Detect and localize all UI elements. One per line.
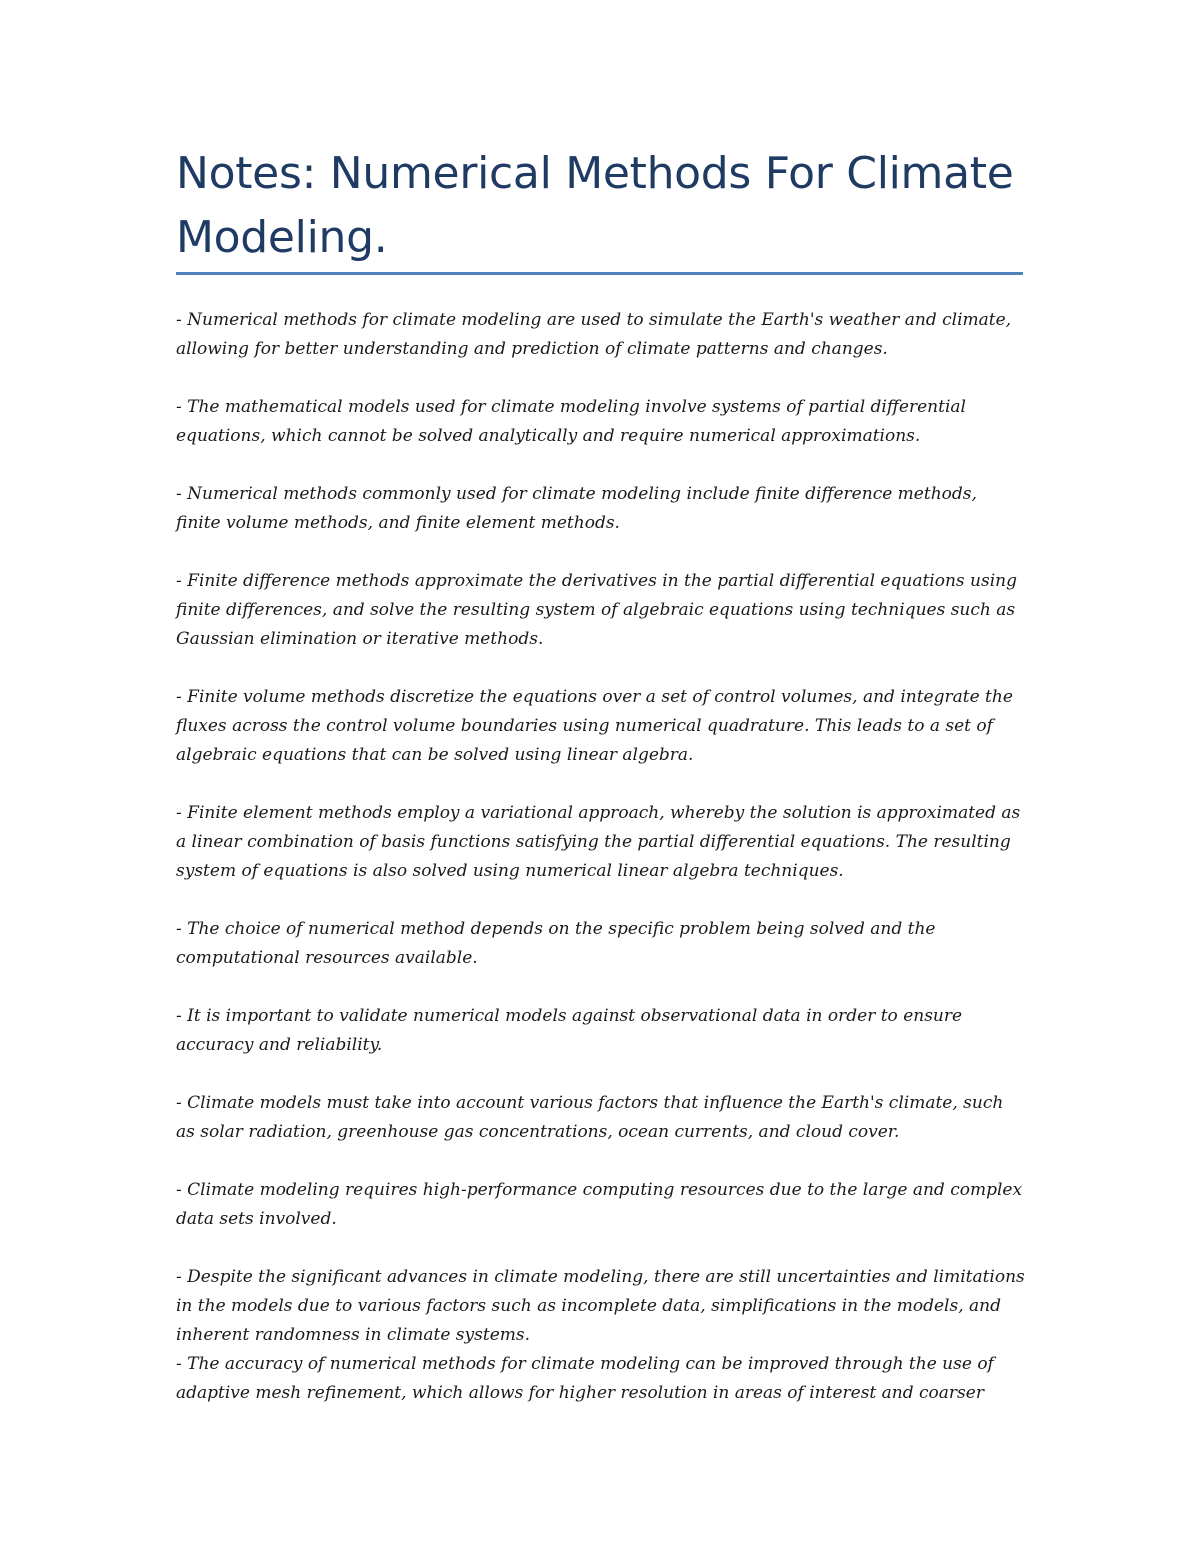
paragraph: - The mathematical models used for climate modeling involve systems of partial differential equations, which cannot be solved analytically and require numerical approximations. xyxy=(176,397,966,446)
paragraph: - Finite element methods employ a variational approach, whereby the solution is approximated as a linear combination of basis functions satisfying the partial differential equations. The resulting system of equations is also solved using numerical linear algebra techniques. xyxy=(176,803,1021,881)
paragraph: - Climate modeling requires high-performance computing resources due to the large and complex data sets involved. xyxy=(176,1180,1023,1229)
paragraph: - Finite difference methods approximate the derivatives in the partial differential equations using finite differences, and solve the resulting system of algebraic equations using techniques such as Gaussian elimination or iterative methods. xyxy=(176,571,1017,649)
paragraph: - Climate models must take into account various factors that influence the Earth's climate, such as solar radiation, greenhouse gas concentrations, ocean currents, and cloud cover. xyxy=(176,1093,1004,1142)
document-body xyxy=(176,306,1026,1408)
paragraph: - The choice of numerical method depends on the specific problem being solved and the computational resources available. xyxy=(176,919,936,968)
title-underline xyxy=(176,272,1023,275)
page-title: Notes: Numerical Methods For Climate Modeling. xyxy=(176,148,1014,263)
paragraph: - Finite volume methods discretize the equations over a set of control volumes, and integrate the fluxes across the control volume boundaries using numerical quadrature. This leads to a set of algebraic equations that can be solved using linear algebra. xyxy=(176,687,1013,765)
paragraph: - Numerical methods for climate modeling are used to simulate the Earth's weather and climate, allowing for better understanding and prediction of climate patterns and changes. xyxy=(176,310,1012,359)
paragraph: - It is important to validate numerical models against observational data in order to ensure accuracy and reliability. xyxy=(176,1006,963,1055)
paragraph: - Despite the significant advances in climate modeling, there are still uncertainties and limitations in the models due to various factors such as incomplete data, simplifications in the models, and inherent randomness in climate systems. xyxy=(176,1267,1025,1345)
paragraph: - The accuracy of numerical methods for climate modeling can be improved through the use of adaptive mesh refinement, which allows for higher resolution in areas of interest and coarser xyxy=(176,1354,994,1403)
paragraph: - Numerical methods commonly used for climate modeling include finite difference methods, finite volume methods, and finite element methods. xyxy=(176,484,977,533)
